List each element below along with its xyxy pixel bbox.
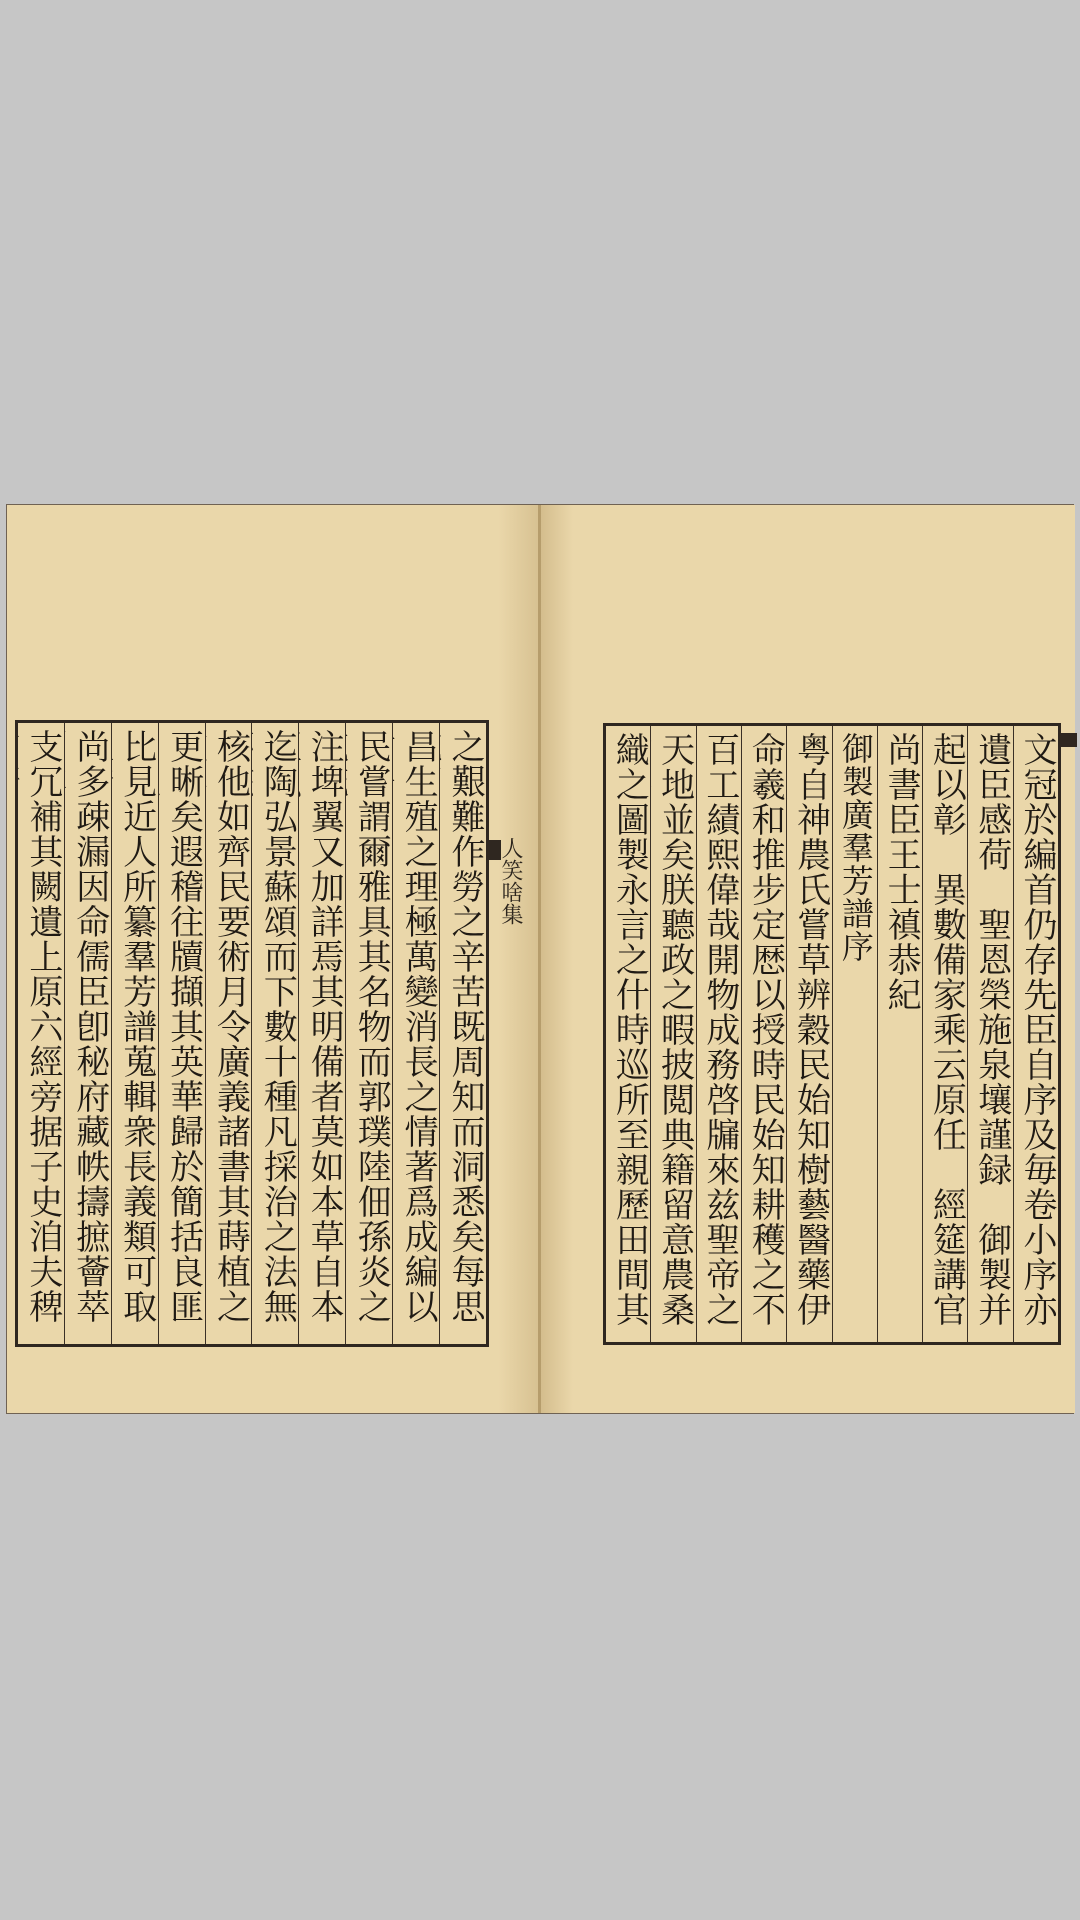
left-text-columns bbox=[18, 723, 486, 1344]
open-book bbox=[6, 504, 1074, 1414]
left-text-frame bbox=[15, 720, 489, 1347]
text-column: 民嘗謂爾雅具其名物而郭璞陸佃孫炎之 bbox=[345, 723, 392, 1344]
right-page bbox=[541, 505, 1075, 1413]
left-page bbox=[7, 505, 541, 1413]
text-column: 昌生殖之理極萬變消長之情著爲成編以 bbox=[392, 723, 439, 1344]
fish-tail-mark bbox=[1061, 733, 1077, 747]
text-column: 支冗補其闕遺上原六經旁据子史洎夫稗 bbox=[22, 729, 63, 1324]
text-column: 更晰矣遐稽往牘擷其英華歸於簡括良匪 bbox=[158, 723, 205, 1344]
text-column: 文冠於編首仍存先臣自序及毎卷小序亦 bbox=[1013, 726, 1058, 1342]
preface-title: 御製廣羣芳譜序 bbox=[832, 726, 877, 1342]
text-column: 起以彰 異數備家乘云原任 經筵講官 bbox=[922, 726, 967, 1342]
text-column: 尚書臣王士禛恭紀 bbox=[877, 726, 922, 1342]
text-column: 百工績熙偉哉開物成務啓牖來兹聖帝之 bbox=[696, 726, 741, 1342]
text-column: 注埤翼又加詳焉其明備者莫如本草自本 bbox=[298, 723, 345, 1344]
text-column: 比見近人所纂羣芳譜蒐輯衆長義類可取 bbox=[111, 723, 158, 1344]
right-text-columns bbox=[606, 726, 1058, 1342]
text-column: 命羲和推步定厯以授時民始知耕穫之不 bbox=[741, 726, 786, 1342]
text-column: 之艱難作勞之辛苦既周知而洞悉矣每思 bbox=[439, 723, 486, 1344]
right-text-frame bbox=[603, 723, 1061, 1345]
left-margin-title: 人笑啥集 bbox=[498, 837, 523, 925]
text-column: 尚多疎漏因命儒臣卽秘府藏帙擣摭薈萃 bbox=[64, 723, 111, 1344]
text-column: 粤自神農氏嘗草辨穀民始知樹藝醫藥伊 bbox=[786, 726, 831, 1342]
text-column: 迄陶弘景蘇頌而下數十種凡採治之法無 bbox=[251, 723, 298, 1344]
text-column: 遺臣感荷 聖恩榮施泉壤謹録 御製并 bbox=[967, 726, 1012, 1342]
text-column: 核他如齊民要術月令廣義諸書其蒔植之 bbox=[205, 723, 252, 1344]
text-column: 天地並矣朕聽政之暇披閲典籍留意農桑 bbox=[650, 726, 695, 1342]
text-column: 織之圖製永言之什時巡所至親歷田間其 bbox=[609, 732, 650, 1327]
